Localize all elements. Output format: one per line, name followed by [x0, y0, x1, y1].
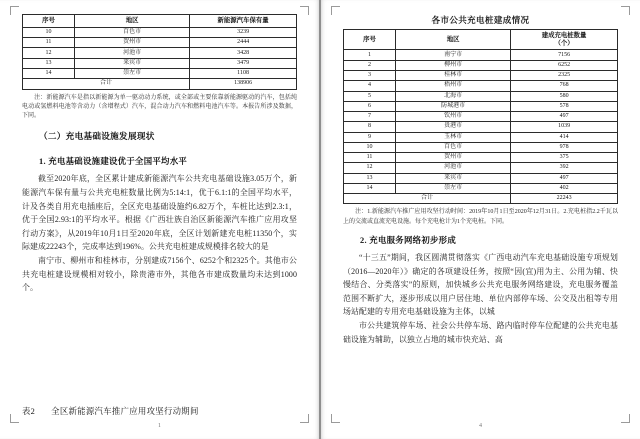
cell-no: 9	[344, 132, 396, 142]
cell-value: 578	[511, 101, 618, 111]
left-col-header-value: 新能源汽车保有量	[190, 15, 297, 28]
right-table-header-row	[344, 30, 618, 50]
cell-region: 崇左市	[396, 183, 511, 193]
cell-region: 北海市	[396, 91, 511, 101]
heading-subsection-two: 2. 充电服务网络初步形成	[360, 236, 457, 246]
left-paragraph-2: 南宁市、柳州市和桂林市，分别建成7156个、6252个和2325个。其他市公共充电桩建设规模相对较小，除贵港市外，其他各市建成数量均未达到1000个。	[22, 255, 297, 293]
cell-value: 1108	[190, 68, 297, 78]
cell-region: 南宁市	[396, 50, 511, 60]
cell-region: 河池市	[396, 163, 511, 173]
crop-mark-top-right	[621, 6, 630, 15]
right-col-header-value	[511, 30, 618, 50]
cell-region: 百色市	[396, 142, 511, 152]
left-table-body	[23, 27, 297, 89]
right-table-body	[344, 50, 618, 204]
table-row	[344, 183, 618, 193]
table-row	[344, 163, 618, 173]
table-row	[23, 58, 297, 68]
table-caption-2	[22, 405, 297, 417]
table-row	[23, 48, 297, 58]
table-row	[344, 112, 618, 122]
cell-value: 2444	[190, 38, 297, 48]
cell-no: 4	[344, 81, 396, 91]
crop-mark-top-left	[331, 6, 340, 15]
cell-region: 桂林市	[396, 71, 511, 81]
table-row	[23, 68, 297, 78]
table-row	[344, 122, 618, 132]
note-text: 注：1.新能源汽车推广应用攻坚行动时间：2019年10月1日至2020年12月31日。2.充电桩指2.2千瓦以上的交流或直流充电设施。每个充电枪计为1个充电桩。下同。	[343, 209, 618, 225]
cell-region: 梧州市	[396, 81, 511, 91]
table-row	[344, 81, 618, 91]
crop-mark-top-left	[10, 6, 19, 15]
cell-value: 978	[511, 142, 618, 152]
table-row	[344, 153, 618, 163]
table-row	[344, 132, 618, 142]
caption-tag: 表2	[22, 407, 36, 416]
cell-no: 3	[344, 71, 396, 81]
cell-no: 14	[23, 68, 75, 78]
right-table-charging-piles	[343, 29, 618, 204]
cell-no: 13	[344, 173, 396, 183]
cell-no: 5	[344, 91, 396, 101]
header-value-line1: 建成充电桩数量	[541, 32, 587, 40]
cell-no: 12	[344, 163, 396, 173]
left-col-header-region: 地区	[75, 15, 190, 28]
table-row	[344, 71, 618, 81]
cell-value: 768	[511, 81, 618, 91]
table-row	[344, 101, 618, 111]
table-row	[344, 173, 618, 183]
cell-region: 崇左市	[75, 68, 190, 78]
cell-region: 来宾市	[396, 173, 511, 183]
cell-no: 14	[344, 183, 396, 193]
cell-no: 11	[23, 38, 75, 48]
cell-region: 河池市	[75, 48, 190, 58]
right-table-title: 各市公共充电桩建成情况	[431, 15, 530, 25]
caption-text: 全区新能源汽车推广应用攻坚行动期间	[51, 407, 199, 416]
crop-mark-bottom-left	[331, 414, 340, 423]
left-page	[0, 0, 319, 439]
cell-value: 580	[511, 91, 618, 101]
cell-no: 10	[344, 142, 396, 152]
right-page-spacer	[343, 346, 618, 421]
cell-value: 7156	[511, 50, 618, 60]
cell-value: 414	[511, 132, 618, 142]
left-page-folio: 1	[158, 423, 161, 429]
cell-total-value: 138906	[190, 79, 297, 89]
right-table-head	[344, 30, 618, 50]
cell-region: 防城港市	[396, 101, 511, 111]
cell-value: 1039	[511, 122, 618, 132]
cell-value: 392	[511, 163, 618, 173]
table-row-total	[344, 194, 618, 204]
cell-value: 497	[511, 112, 618, 122]
table-row	[344, 50, 618, 60]
table-row	[344, 91, 618, 101]
cell-no: 10	[23, 27, 75, 37]
table-row	[23, 38, 297, 48]
cell-value: 2325	[511, 71, 618, 81]
cell-region: 百色市	[75, 27, 190, 37]
crop-mark-top-right	[300, 6, 309, 15]
right-paragraph-1: “十三五”期间，我区圆满贯彻落实《广西电动汽车充电基础设施专项规划（2016—2020年）》确定的各项建设任务，按照“因(宜)用为主、公用为辅、快慢结合、分类落实”的原则，加快城乡公共充电服务网络建设，充电服务覆盖范围不断扩大，逐步形成以用户居住地、单位内部停车场、公交及出租等专用场站配建的专用充电基础设施为主体，以城	[343, 253, 618, 317]
cell-value: 3428	[190, 48, 297, 58]
right-page-folio: 4	[479, 423, 482, 429]
cell-no: 8	[344, 122, 396, 132]
cell-no: 2	[344, 60, 396, 70]
cell-total-value: 22243	[511, 194, 618, 204]
table-row	[23, 27, 297, 37]
right-col-header-no: 序号	[344, 30, 396, 50]
cell-region: 贵港市	[396, 122, 511, 132]
cell-no: 1	[344, 50, 396, 60]
right-paragraph-2: 市公共建筑停车场、社会公共停车场、路内临时停车位配建的公共充电基础设施为辅助，以独立占地的城市快充站、高	[343, 321, 618, 344]
heading-section-two: （二）充电基础设施发展现状	[39, 131, 155, 142]
cell-value: 3239	[190, 27, 297, 37]
cell-no: 13	[23, 58, 75, 68]
table-row	[344, 142, 618, 152]
left-page-spacer	[22, 295, 297, 405]
cell-value: 3479	[190, 58, 297, 68]
cell-region: 玉林市	[396, 132, 511, 142]
left-table-note	[22, 94, 297, 122]
left-table-header-row	[23, 15, 297, 28]
crop-mark-bottom-right	[300, 414, 309, 423]
crop-mark-bottom-left	[10, 414, 19, 423]
cell-region: 钦州市	[396, 112, 511, 122]
table-row	[344, 60, 618, 70]
header-value-line2: （个）	[554, 39, 574, 47]
cell-value: 6252	[511, 60, 618, 70]
crop-mark-bottom-right	[621, 414, 630, 423]
cell-value: 497	[511, 173, 618, 183]
left-col-header-no: 序号	[23, 15, 75, 28]
cell-total-label: 合计	[23, 79, 190, 89]
left-table-ev-ownership	[22, 14, 297, 90]
right-table-note	[343, 208, 618, 227]
cell-no: 7	[344, 112, 396, 122]
cell-no: 6	[344, 101, 396, 111]
cell-region: 贺州市	[75, 38, 190, 48]
left-paragraph-1: 截至2020年底，全区累计建成新能源汽车公共充电基础设施3.05万个，新能源汽车保有量与公共充电桩数量比例为5:14:1，优于6.1:1的全国平均水平，计及各类自用充电插座后，全区充电基础设施约6.82万个，车桩比达到2.3:1，优于全国2.93:1的平均水平。根据《广西壮族自治区新能源汽车推广应用攻坚行动方案》，从2019年10月1日至2020年底，全区计划新建充电桩11350个，实际建成22243个，完成率达到196%。公共充电桩建成规模排名较大的是	[22, 174, 297, 252]
cell-total-label: 合计	[344, 194, 511, 204]
note-text: 注：新能源汽车是指以新能源为单一驱动动力系统，或全部或主要依靠新能源驱动的汽车，包括纯电动或氢燃料电池等含动力（含增程式）汽车，混合动力汽车和燃料电池汽车等。本报告所涉及数据，下同。	[22, 94, 297, 120]
table-row-total	[23, 79, 297, 89]
right-col-header-region: 地区	[396, 30, 511, 50]
cell-no: 11	[344, 153, 396, 163]
cell-region: 贺州市	[396, 153, 511, 163]
cell-no: 12	[23, 48, 75, 58]
cell-region: 来宾市	[75, 58, 190, 68]
cell-value: 375	[511, 153, 618, 163]
right-page	[321, 0, 640, 439]
heading-subsection-one: 1. 充电基础设施建设优于全国平均水平	[39, 157, 188, 167]
cell-region: 柳州市	[396, 60, 511, 70]
cell-value: 402	[511, 183, 618, 193]
left-table-head	[23, 15, 297, 28]
